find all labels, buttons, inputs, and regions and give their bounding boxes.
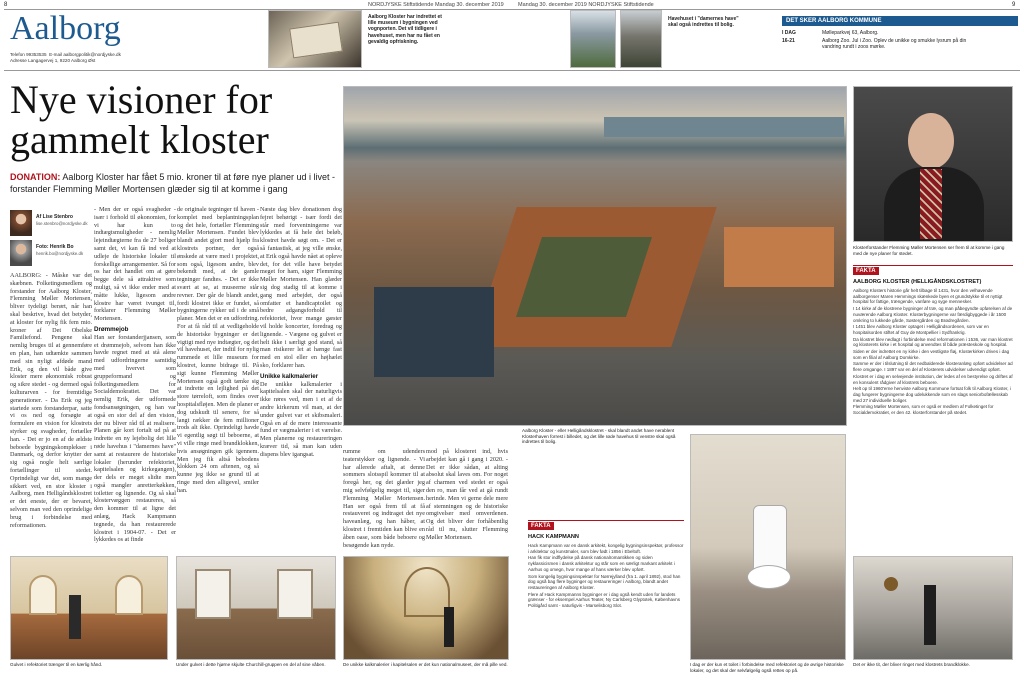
subhead-drommejob: Drømmejob bbox=[94, 325, 129, 333]
teaser-photo-garden-house bbox=[570, 10, 616, 68]
page-number-left: 8 bbox=[4, 2, 8, 8]
caption-churchill: Under gulvet i dette hjørne skjulte Churchill-gruppen en del af sine våben. bbox=[176, 662, 326, 667]
photographer-name: Foto: Henrik Bo bbox=[36, 244, 74, 250]
photographer-avatar bbox=[10, 240, 32, 266]
body-column-6: mod på klosteret ind, hvis arbejdet kan gå i gang i 2020. - Det er ikke sådan, at alting absolut skal laves om. For noget af charmen ved stedet er også den ro, man får ved at gå rundt herinde. Men vi gerne dele mere af stemningen og de historiske omgivelser med omverdenen. Og det bliver der forhåbentlig råd til nu, slutter Flemming Møller Mortensen. bbox=[426, 448, 508, 541]
body-column-2 bbox=[94, 206, 176, 554]
col4b-text: De unikke kalkmalerier i kapitelsalen skal der naturligvis ikke røres ved, men i et af de andre kirkerum vil man, at der under gulvet var et skibsmaleri. Også en af de mere interessante fund er vægmalerier i et værelse. Men planerne og restaureringen kræver tid, så man kan uden dispens blev igangsat. bbox=[260, 380, 342, 458]
author-avatar bbox=[10, 210, 32, 236]
photo-kapitelsalen bbox=[343, 556, 509, 660]
main-photo-caption: Aalborg Kloster - eller Helligåndsklostret - skal blandt andet have nerablent Klosterhaven forrest i billedet, og det lille røde havehus til venstre skal også indrettes til bolig. bbox=[522, 428, 676, 445]
photo-churchill-corner bbox=[176, 556, 336, 660]
fakta1-item: Aalborg Klosters historie går helt tilbage til 1431, hvor den velhavende aalborgenser Maren Hemmings skænkede byen et grundstykke til et nyttigt hospital for fattige, trængende, vanføre og syge mennesker. bbox=[853, 288, 1003, 305]
fakta1-rule bbox=[853, 265, 1013, 266]
header-rule bbox=[4, 9, 1020, 10]
col2-text: - Men der er også svagheder - især i forhold til økonomien, for vi har kun to indtægtsmuligheder - nemlig lejeindtægterne fra de 27 boliger samt det, vi kan få ind ved at udleje de historiske lokaler til forskellige arrangementer. Så for os har det handlet om at gøre begge dele så attraktive som muligt, så vi ikke ender med at måtte lukke, ligesom andre klostre har været tvunget til, forklarer Flemming Møller Mortensen. bbox=[94, 206, 176, 323]
body-column-1: AALBORG: - Måske var det skæbnen. Folketingsmedlem og forstander for Aalborg Kloster, Flemming Møller Mortensen, bliver tydeligt berørt, når han skal beskrive, hvad det betyder, at kloster for nylig fik fem mio. kroner af Det Obelske Familiefond. Pengene skal nemlig bruges til at gennemføre en plan, han udtænkte sammen med sin nyligt afdøde mand Erik, og den vil både give kloster mere økonomisk robust og sikre stedet - og dermed også kulturarven - for fremtidige generationer. - Da Erik og jeg startede som forstanderpar, satte vi os ned og forsøgte at formulere en vision for klostrets styrker og svagheder, fortæller han. - Det er jo en af de ældste beboede bygningskomplekser i Danmark, og derfor knytter der sig også nogle helt særlige fortællinger til stedet. Oprindeligt var det, som mange sikkert ved, en stor kloster i Aalborg, men Helligåndsklostret er det eneste, der er bevaret, selvom man ved den oprindelige brug i forbindelse med reformationen. bbox=[10, 272, 92, 529]
teaser-text-1: Aalborg Kloster har indrettet et lille museum i bygningen ved vognporten. Det vil tidligere i havehuset, men har nu fået en gevaldig opfriskning. bbox=[368, 14, 442, 45]
portrait-photo-forstander bbox=[853, 86, 1013, 242]
caption-refektoriet: Gulvet i refektoriet trænger til en kærlig hånd. bbox=[10, 662, 103, 667]
fakta1-item: I 1451 blev Aalborg Kloster optaget i Helligåndsordenen, som var en hospitalsorden stiftet af Guy de Montpellier i Sydfrankrig. bbox=[853, 324, 989, 335]
fakta1-item: Klostret er i dag en selvejende institution, der ledes af en bestyrelse og driftes af en konsulent rådgiver af klostrets beboere. bbox=[853, 373, 1013, 385]
teaser-photo-garden bbox=[620, 10, 662, 68]
events-title: DET SKER AALBORG KOMMUNE bbox=[782, 16, 1018, 26]
fakta1-list bbox=[853, 288, 1013, 570]
photo-toilet bbox=[690, 434, 846, 660]
subhead-kalkmalerier: Unikke kalkmalerier bbox=[260, 372, 319, 380]
page-number-right: 9 bbox=[1012, 2, 1016, 8]
teaser-text-2: Havehuset i "damernes have" skal også indrettes til bolig. bbox=[668, 16, 739, 29]
author-name: Af Lise Stenbro bbox=[36, 214, 73, 220]
deck-label: DONATION: bbox=[10, 172, 61, 182]
caption-kapitelsalen: De unikke kalkmalerier i kapitelsalen er det kun nationalmuseet, der må pille ved. bbox=[343, 662, 508, 667]
event-text-2: Aalborg Zoo. Jul i Zoo. Oplev de unikke og smukke lysrum på din vandring rundt i zoos mørke. bbox=[822, 38, 967, 51]
byline-author bbox=[10, 210, 90, 236]
events-box bbox=[782, 16, 1018, 68]
col2b-text: Han ser forstanderjjansen, som et drømmejob, selvom han ikke havde regnet med at stå alene med udfordringerne samtidig med hvervet som gruppeformand og folketingsmedlem for Socialdemokratiet. Det var nemlig Erik, der udformede fondsansøgningen, og han var også en stor del af den vision, der nu bliver råd til at realisere. Planen går kort fortalt ud på at indrette en ny lejebolig det lille røde havehus i "damernes have" samt at restaurere de historiske lokaler (herunder refektoriet, kapitelsalen og kirkegangen), der dels er meget slidte men også mangler anretterkøkken, toiletter og lignende. Og så skal klostervæggen restaureres, så den kommer til at ligne det anlæg, Hack Kampmann tegnede, da han restaurerede klostret i 1904-07. - Det er lykkedes os at finde bbox=[94, 333, 176, 544]
fakta1-item: Samme er der i tilslutning til det nedbalderede klosteranlæg opført udvidelser ad flere omgange. I 1897 var en del af Klosterets udvidelser udvendigt opført. bbox=[853, 361, 1013, 373]
deck-text: Aalborg Kloster har fået 5 mio. kroner til at føre nye planer ud i livet - forstander Flemming Møller Mortensen glæder sig til at komme i gang bbox=[10, 172, 335, 194]
fakta1-label: FAKTA bbox=[853, 267, 879, 275]
body-column-4 bbox=[260, 206, 342, 554]
fakta2-title: HACK KAMPMANN bbox=[528, 534, 579, 540]
fakta2-item: Som kongelig bygningsinspektør for Nørrejylland (fra 1. april 1892), stod han dog også bag flere bygninger og restaureringer i Aalborg, blandt andet restaureringen af Aalborg Kloster. bbox=[528, 573, 681, 590]
portrait-caption: Klosterforstander Flemming Møller Mortensen ser frem til at komme i gang med de nye planer for stedet. bbox=[853, 245, 1005, 256]
fakta2-list bbox=[528, 543, 684, 671]
fakta1-item: Da klostret blev nedlagt i forbindelse med reformationen i 1536, var man klostret og klosterets kirke i et hospital og anvendtes til både præsteskole og hospital. bbox=[853, 336, 1013, 348]
header-bottom-rule bbox=[4, 70, 1020, 71]
fakta1-item: Helt op til 1960'erne henviste Aalborg Kommune fortsat folk til Aalborg Kloster, i dag fungerer bygningerne dog udelukkende som en slags seniorbofællesskab med 27 individuelle boliger. bbox=[853, 386, 1011, 403]
body-column-3: de originale tegninger til haven - komplet med beplantningsplan og det hele, fortæller Flemming Møller Mortensen. Fundet blev blandt andet gjort med hjælp fra klostrets portner, der også ønskede at være med i projektet, som også, ligesom andre, blev bekendt med, at de gamle tegninger fandtes. - Det er ikke svært at se, at museerne står revner. Der går de blandt andet, fordi klostret ikke er fundet, så bygningerne rykker ud i de små planer. Men det er en udfordring. For at få råd til at vedligeholde de historiske bygninger er det vigtigt med nye indtægter, og det vil havehuset, der indtil for nylig rummede et lille museum for klostret, kunne bidrage til. På sigt kunne Flemming Møller Mortensen også godt tænke sig at indrette en lejlighed på det store tørreloft, som findes over hospitalsfløjen. Men de planer er dog udskudt til senere, for så langt rækker de fem millioner trods alt ikke. Oprindeligt havde vi egentlig søgt til beboerne, at vi ville ringe med brandklokken, hvis ansøgningen gik igennem. Men jeg fik altså bebodens klokken 24 om aftenen, og så kunne jeg ikke se grund til at ringe med den alligevel, smiler han. bbox=[177, 206, 259, 494]
fakta2-rule bbox=[528, 520, 684, 521]
deck bbox=[10, 172, 340, 195]
col4-text: Næste dag blev donationen dog fejret behørigt - især fordi det står med forventningerne var lykkedes at få hele det beløb, klostret havde søgt om. - Det er så fantastisk, at jeg ville ønske, at Erik også havde nået at opleve det, for det ville have betydet meget for ham, siger Flemming Møller Mortensen. Han glæder sig dog stadig til at komme i gang med arbejdet, der også omfatter et handicaptoilet og bedre adgangsforhold til refektoriet, hvor mange gæster vil holde koncerter, foredrag og lignende. - Vægene og gulvet er helt ikke i særligt god stand, så man risikerer let at hænge fast med en stol eller en højhælet sko, forklarer han. bbox=[260, 206, 342, 369]
photo-brandklokke bbox=[853, 556, 1013, 660]
main-photo-aerial-kloster bbox=[343, 86, 847, 426]
fakta1-item: Flemming Møller Mortensen, som er også er medlem af Folketinget for Socialdemokratiet, er den 42. klosterforstander på stedet. bbox=[853, 404, 994, 416]
fakta2-label: FAKTA bbox=[528, 522, 554, 530]
paper-label-right: Mandag 30. december 2019 NORDJYSKE Stiftstidende bbox=[518, 2, 654, 8]
fakta2-item: Hack Kampmann var en dansk arkitekt, kongelig bygningsinspektør, professor i arkitektur og kunstmaler, som blev født i 1856 i Ebeltoft. bbox=[528, 543, 684, 554]
event-day-1: I DAG bbox=[782, 30, 796, 36]
fakta1-title: AALBORG KLOSTER (HELLIGÅNDSKLOSTRET) bbox=[853, 279, 982, 285]
author-email[interactable]: lise.stenbro@nordjyske.dk bbox=[36, 221, 88, 226]
fakta1-item: Siden er der indrettet en ny kirke i den vestligste fløj, Klosterkirken drives i dag som en filial af Aalborg Domkirke. bbox=[853, 349, 1010, 360]
fakta2-item: Han fik stor indflydelse på dansk nationalromantikken og siden nyklassicismen i dansk arkitektur og står som en særligt markant arkitekt i Aarhus og omegn, hvor mange af hans værker blev opført. bbox=[528, 555, 675, 572]
masthead: Aalborg bbox=[10, 10, 121, 47]
photo-refektoriet bbox=[10, 556, 168, 660]
body-column-5: rumme om udenders teaterstykker og lignende. - Vi har allerede aftalt, at denne sommers slotsspil kommer til at foregå her, og det glæder jeg mig selvfølgelig meget til, siger Flemming Møller Mortensen. Han ser også frem til at få restauveret og indtraget det nye haveanlæg, og han håber, at klostret i fremtiden kan blive en åben oase, som både beboere og besøgende kan nyde. bbox=[343, 448, 425, 549]
event-day-2: 16-21 bbox=[782, 38, 795, 45]
event-text-1: Mølleparkvej 63, Aalborg. bbox=[822, 30, 879, 36]
teaser-photo-museum bbox=[268, 10, 362, 68]
paper-label-left: NORDJYSKE Stiftstidende Mandag 30. december 2019 bbox=[368, 2, 504, 8]
byline-photographer bbox=[10, 240, 90, 266]
photographer-email[interactable]: henrik.bo@nordjyske.dk bbox=[36, 251, 84, 256]
fakta1-item: I 14 kirke af de klostrene bygninger af træ, og man påbegyndte opførelsen af de nuværende Aalborg Kloster. Klosterbygningerne var færdigbyggede i år 1500 omkring to lukkede gårde, Søstergården og Brødregården. bbox=[853, 306, 1013, 323]
headline: Nye visioner for gammelt kloster bbox=[10, 77, 273, 162]
caption-brandklokke: Det er ikke tit, der bliver ringet med klostrets brandklokke. bbox=[853, 662, 970, 667]
contact-info: Telefon 99353535 E-mail aalborgpolitik@nordjyske.dk Adresse Langagervej 1, 9220 Aalborg Øst bbox=[10, 52, 121, 63]
caption-toilet: I dag er der kun et toilet i forbindelse med refektoriet og de øvrige historiske lokaler, og det skal der selvfølgelig også rettes op på. bbox=[690, 662, 844, 673]
fakta2-item: Flere af Hack Kampmanns bygninger er i dag også kendt uden for landets grænser - for eksempel Aarhus Teater, Ny Carlsberg Glyptotek, Københavns Politigård samt - naturligvis - Marselisborg Slot. bbox=[528, 591, 680, 609]
